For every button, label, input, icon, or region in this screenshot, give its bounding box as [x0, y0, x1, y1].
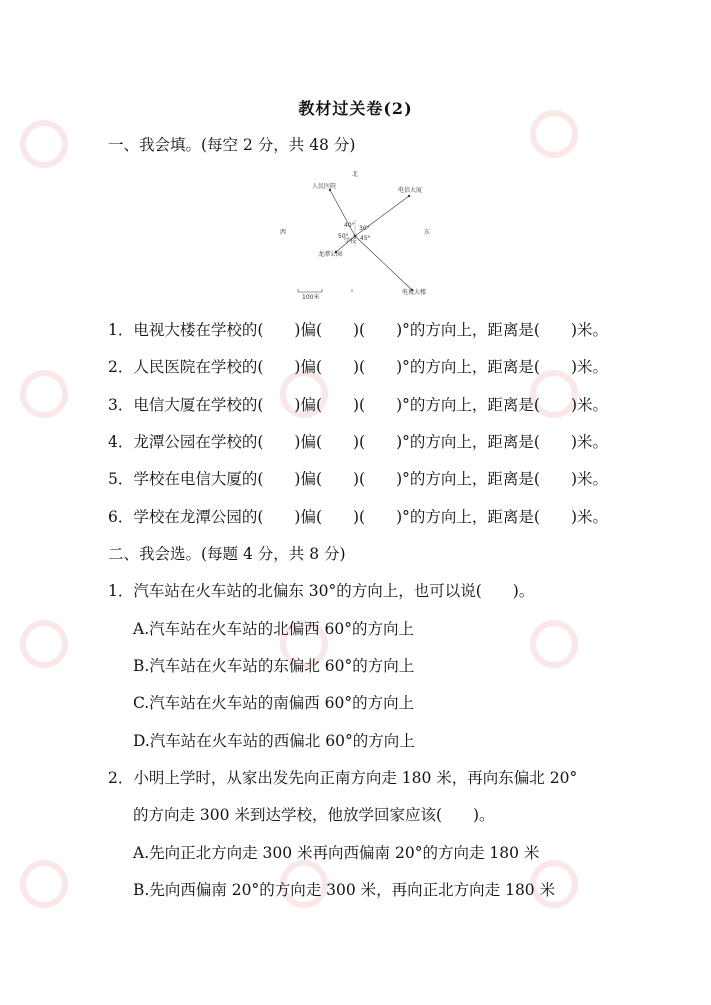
park-label: 龙潭公园 — [318, 251, 343, 258]
north-label: 北 — [352, 171, 359, 178]
choice-question: 1．汽车站在火车站的北偏东 30°的方向上，也可以说( )。 — [108, 582, 535, 600]
choice-option: B.汽车站在火车站的东偏北 60°的方向上 — [133, 657, 415, 675]
fill-item: 4．龙潭公园在学校的( )偏( )( )°的方向上，距离是( )米。 — [108, 433, 608, 451]
fill-item: 1．电视大楼在学校的( )偏( )( )°的方向上，距离是( )米。 — [108, 321, 608, 339]
watermark — [20, 120, 68, 172]
choice-option: A.先向正北方向走 300 米再向西偏南 20°的方向走 180 米 — [133, 844, 540, 862]
fill-item: 5．学校在电信大厦的( )偏( )( )°的方向上，距离是( )米。 — [108, 470, 608, 488]
section-heading-fill: 一、我会填。(每空 2 分，共 48 分) — [108, 136, 356, 154]
angle-label: 50° — [338, 233, 349, 240]
section-heading-choice: 二、我会选。(每题 4 分，共 8 分) — [108, 545, 346, 563]
choice-question: 2．小明上学时，从家出发先向正南方向走 180 米，再向东偏北 20° — [108, 769, 578, 787]
watermark-logo-icon — [20, 120, 68, 168]
scale-label: 100米 — [302, 294, 320, 301]
choice-question-continued: 的方向走 300 米到达学校，他放学回家应该( )。 — [133, 806, 495, 824]
hospital-label: 人民医院 — [312, 183, 337, 190]
tv-label: 电视大楼 — [402, 289, 427, 296]
angle-label: 30° — [359, 225, 370, 232]
watermark — [20, 860, 68, 912]
line-tv — [355, 236, 412, 290]
watermark-logo-icon — [20, 620, 68, 668]
page-title: 教材过关卷(2) — [298, 99, 413, 118]
east-label: 东 — [424, 229, 431, 236]
choice-option: A.汽车站在火车站的北偏西 60°的方向上 — [133, 620, 415, 638]
watermark — [530, 620, 578, 672]
watermark-logo-icon — [20, 370, 68, 418]
choice-option: B.先向西偏南 20°的方向走 300 米，再向正北方向走 180 米 — [133, 881, 556, 899]
angle-label: 45° — [360, 235, 371, 242]
fill-item: 3．电信大厦在学校的( )偏( )( )°的方向上，距离是( )米。 — [108, 396, 608, 414]
fill-item: 2．人民医院在学校的( )偏( )( )°的方向上，距离是( )米。 — [108, 358, 608, 376]
watermark-logo-icon — [530, 620, 578, 668]
telecom-point — [408, 195, 410, 197]
school-point — [354, 235, 357, 238]
direction-diagram — [272, 168, 442, 303]
telecom-label: 电信大厦 — [398, 187, 423, 194]
choice-option: C.汽车站在火车站的南偏西 60°的方向上 — [133, 694, 415, 712]
watermark — [20, 620, 68, 672]
choice-option: D.汽车站在火车站的西偏北 60°的方向上 — [133, 732, 415, 750]
watermark-logo-icon — [20, 860, 68, 908]
west-label: 西 — [280, 229, 287, 236]
angle-label: 40° — [344, 222, 355, 229]
watermark — [20, 370, 68, 422]
school-label: 学校 — [344, 238, 357, 245]
fill-item: 6．学校在龙潭公园的( )偏( )( )°的方向上，距离是( )米。 — [108, 508, 608, 526]
line-hospital — [330, 190, 355, 236]
